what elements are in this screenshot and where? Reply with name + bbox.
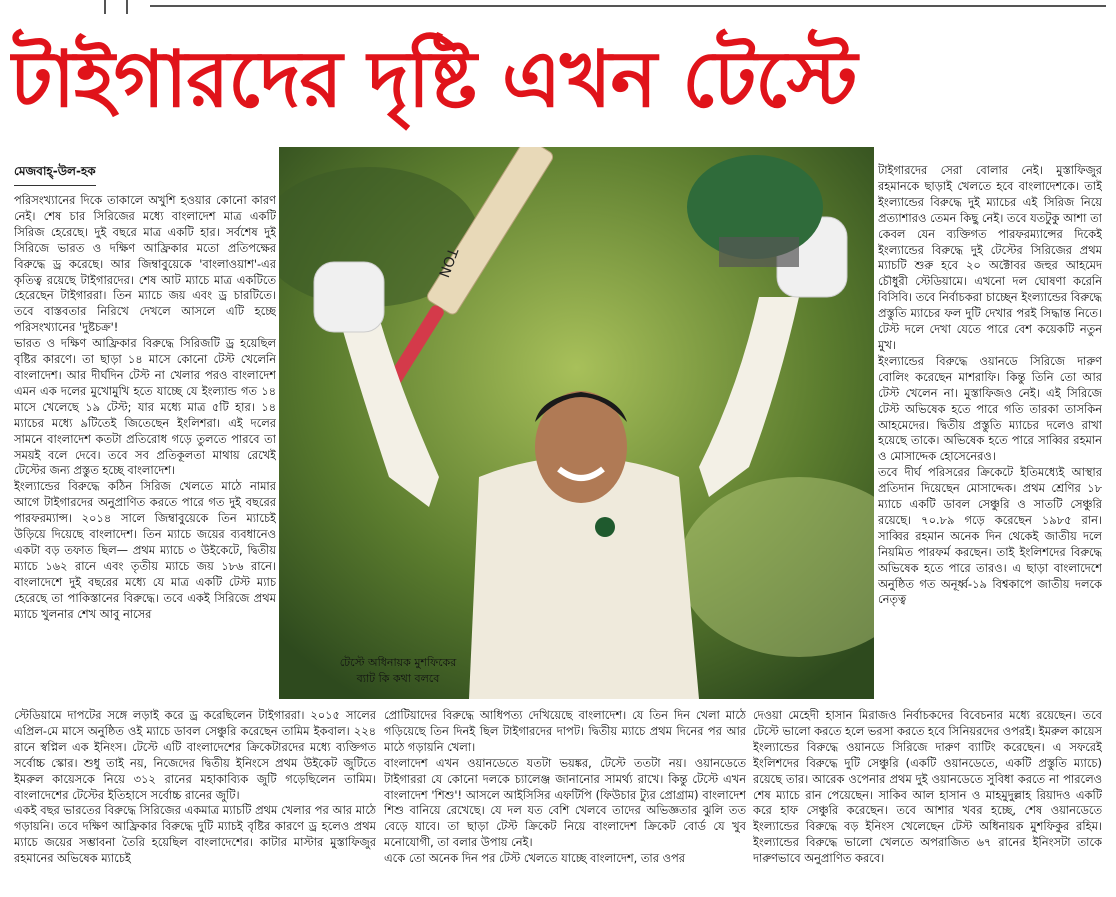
column-bottom-right [753,708,1102,894]
top-border-rule [150,5,1106,7]
paragraph: দেওয়া মেহেদী হাসান মিরাজও নির্বাচকদের বিবেচনার মধ্যে রয়েছেন। তবে টেস্টে ভালো করতে হলে ভরসা করতে হবে সিনিয়রদের ওপরই। ইমরুল কায়েস ইংল্যান্ডের বিরুদ্ধে ওয়ানডে সিরিজে দারুণ ব্যাটিং করেছেন। এ সফরেই ইংলিশদের বিরুদ্ধে দুটি সেঞ্চুরি (একটি ওয়ানডেতে, একটি প্রস্তুতি ম্যাচে) রয়েছে তার। আরেক ওপেনার প্রথম দুই ওয়ানডেতে সুবিধা করতে না পারলেও শেষ ম্যাচে রান পেয়েছেন। সাকিব আল হাসান ও মাহমুদুল্লাহ রিয়াদও একটি করে হাফ সেঞ্চুরি করেছেন। তবে আশার খবর হচ্ছে, শেষ ওয়ানডেতে ইংল্যান্ডের বিরুদ্ধে বড় ইনিংস খেলেছেন টেস্ট অধিনায়ক মুশফিকুর রহিম। ইংল্যান্ডের বিরুদ্ধে ভালো খেলতে অপরাজিত ৬৭ রানের ইনিংসটা তাকে দারুণভাবে অনুপ্রাণিত করবে। [753,708,1102,866]
paragraph: ইংল্যান্ডের বিরুদ্ধে কঠিন সিরিজ খেলতে মাঠে নামার আগে টাইগারদের অনুপ্রাণিত করতে পারে গত দুই বছরের পারফরম্যান্স। ২০১৪ সালে জিম্বাবুয়েকে তিন ম্যাচেই উড়িয়ে দিয়েছে বাংলাদেশ। তিন ম্যাচে জয়ের ব্যবধানেও একটা বড় তফাত ছিল— প্রথম ম্যাচে ৩ উইকেটে, দ্বিতীয় ম্যাচে ১৬২ রানে এবং তৃতীয় ম্যাচে জয় ১৮৬ রানে। বাংলাদেশে দুই বছরের মধ্যে যে মাত্র একটি টেস্ট ম্যাচ হেরেছে তা পাকিস্তানের বিরুদ্ধে। তবে একই সিরিজে প্রথম ম্যাচে খুলনার শেখ আবু নাসের [14,479,276,621]
svg-text:TON: TON [434,245,461,280]
paragraph: ইংল্যান্ডের বিরুদ্ধে ওয়ানডে সিরিজে দারুণ বোলিং করেছেন মাশরাফি। কিন্তু তিনি তো আর টেস্ট খেলেন না। মুস্তাফিজও নেই। এই সিরিজে টেস্ট অভিষেক হতে পারে গতি তারকা তাসকিন আহমেদের। দ্বিতীয় প্রস্তুতি ম্যাচের দলেও রাখা হয়েছে তাকে। অভিষেক হতে পারে সাব্বির রহমান ও মোসাদ্দেক হোসেনেরও। [878,353,1102,464]
paragraph: বাংলাদেশ এখন ওয়ানডেতে যতটা ভয়ঙ্কর, টেস্টে ততটা নয়। ওয়ানডেতে টাইগাররা যে কোনো দলকে চ্যালেঞ্জ জানানোর সামর্থ্য রাখে। কিন্তু টেস্টে এখন বাংলাদেশ 'শিশু'! আসলে আইসিসির এফটিপি (ফিউচার ট্যুর প্রোগ্রাম) বাংলাদেশ শিশু বানিয়ে রেখেছে। যে দল যত বেশি খেলবে তাদের অভিজ্ঞতার ঝুলি তত বেড়ে যাবে। তা ছাড়া টেস্ট ক্রিকেট নিয়ে বাংলাদেশ ক্রিকেট বোর্ড যে খুব মনোযোগী, তা বলার উপায় নেই। [384,755,746,850]
top-border-ornament [104,0,128,14]
byline: মেজবাহ্-উল-হক [14,163,96,186]
top-border [0,0,1116,16]
column-bottom-left [14,708,376,894]
column-right [878,163,1102,707]
paragraph: ভারত ও দক্ষিণ আফ্রিকার বিরুদ্ধে সিরিজটি ড্র হয়েছিল বৃষ্টির কারণে। তা ছাড়া ১৪ মাসে কোনো টেস্ট খেলেনি বাংলাদেশ। আর দীর্ঘদিন টেস্ট না খেলার পরও বাংলাদেশ এমন এক দলের মুখোমুখি হতে যাচ্ছে যে ইংল্যান্ড গত ১৪ মাসে খেলেছে ১৯ টেস্ট; যার মধ্যে মাত্র ৫টি হার। ১৪ ম্যাচের মধ্যে ৯টিতেই জিতেছেন ইংলিশরা। এই দলের সামনে বাংলাদেশ কতটা প্রতিরোধ গড়ে তুলতে পারবে তা সময়ই বলে দেবে। তবে সব প্রতিকূলতা মাথায় রেখেই টেস্টের জন্য প্রস্তুত হচ্ছে বাংলাদেশ। [14,336,276,478]
paragraph: একে তো অনেক দিন পর টেস্ট খেলতে যাচ্ছে বাংলাদেশ, তার ওপর [384,851,685,866]
paragraph: পরিসংখ্যানের দিকে তাকালে অখুশি হওয়ার কোনো কারণ নেই। শেষ চার সিরিজের মধ্যে বাংলাদেশ মাত্র একটি সিরিজ হেরেছে। দুই বছরে মাত্র একটি হার। সর্বশেষ দুই সিরিজে ভারত ও দক্ষিণ আফ্রিকার মতো প্রতিপক্ষের বিরুদ্ধে ড্র করেছে। আর জিম্বাবুয়েকে 'বাংলাওয়াশ'-এর কৃতিত্ব রয়েছে টাইগারদের। শেষ আট ম্যাচে মাত্র একটিতে হেরেছেন টাইগাররা। তিন ম্যাচে জয় এবং ড্র চারটিতে। তবে বাস্তবতার নিরিখে দেখলে আসলে এটি হচ্ছে পরিসংখ্যানের 'দুষ্টচক্র'! [14,193,276,335]
paragraph: একই বছর ভারতের বিরুদ্ধে সিরিজের একমাত্র ম্যাচটি প্রথম খেলার পর আর মাঠে গড়ায়নি। তবে দক্ষিণ আফ্রিকার বিরুদ্ধে দুটি ম্যাচই বৃষ্টির কারণে ড্র হলেও প্রথম ম্যাচে জয়ের সম্ভাবনা তৈরি হয়েছিল বাংলাদেশের। কাটার মাস্টার মুস্তাফিজুর রহমানের অভিষেক ম্যাচেই [14,803,376,866]
caption-line-2: ব্যাট কি কথা বলবে [356,672,440,685]
headline: টাইগারদের দৃষ্টি এখন টেস্টে [10,35,857,125]
paragraph: তবে দীর্ঘ পরিসরের ক্রিকেটে ইতিমধ্যেই আস্থার প্রতিদান দিয়েছেন মোসাদ্দেক। প্রথম শ্রেণির ১৮ ম্যাচে একটি ডাবল সেঞ্চুরি ও সাতটি সেঞ্চুরি রয়েছে। ৭০.৮৯ গড়ে করেছেন ১৯৮৫ রান। সাব্বির রহমান অনেক দিন থেকেই জাতীয় দলে নিয়মিত পারফর্ম করছেন। তাই ইংলিশদের বিরুদ্ধে অভিষেক হতে পারে তারও। এ ছাড়া বাংলাদেশে অনুষ্ঠিত গত অনূর্ধ্ব-১৯ বিশ্বকাপে জাতীয় দলকে নেতৃত্ব [878,465,1102,607]
photo-mushfiqur [279,147,874,699]
photo-caption [303,655,493,687]
player-illustration [279,147,874,699]
column-bottom-middle [384,708,746,894]
paragraph: প্রোটিয়াদের বিরুদ্ধে আধিপত্য দেখিয়েছে বাংলাদেশ। যে তিন দিন খেলা মাঠে গড়িয়েছে তিন দিনই ছিল টাইগারদের দাপট। দ্বিতীয় ম্যাচে প্রথম দিনের পর আর মাঠে গড়ায়নি খেলা। [384,708,746,754]
paragraph: স্টেডিয়ামে দাপটের সঙ্গে লড়াই করে ড্র করেছিলেন টাইগাররা। ২০১৫ সালের এপ্রিল-মে মাসে অনুষ্ঠিত ওই ম্যাচে ডাবল সেঞ্চুরি করেছেন তামিম ইকবাল। ২২৪ রানে স্বপ্নিল এক ইনিংস। টেস্টে এটি বাংলাদেশের ক্রিকেটারদের মধ্যে ব্যক্তিগত সর্বোচ্চ স্কোর। শুধু তাই নয়, নিজেদের দ্বিতীয় ইনিংসে প্রথম উইকেট জুটিতে ইমরুল কায়েসকে নিয়ে ৩১২ রানের মহাকাব্যিক জুটি গড়েছিলেন তামিম। বাংলাদেশের টেস্টের ইতিহাসে সর্বোচ্চ রানের জুটি। [14,708,376,802]
column-left [14,193,276,705]
caption-line-1: টেস্টে অধিনায়ক মুশফিকের [339,656,457,669]
paragraph: টাইগারদের সেরা বোলার নেই। মুস্তাফিজুর রহমানকে ছাড়াই খেলতে হবে বাংলাদেশকে। তাই ইংল্যান্ডের বিরুদ্ধে দুই ম্যাচের এই সিরিজ নিয়ে প্রত্যাশারও তেমন কিছু নেই। তবে যতটুকু আশা তা কেবল যেন ব্যক্তিগত পারফরম্যান্সের দিকেই ইংল্যান্ডের বিরুদ্ধে দুই টেস্টের সিরিজের প্রথম ম্যাচটি শুরু হবে ২০ অক্টোবর জহুর আহমেদ চৌধুরী স্টেডিয়ামে। এখনো দল ঘোষণা করেনি বিসিবি। তবে নির্বাচকরা চাচ্ছেন ইংল্যান্ডের বিরুদ্ধে প্রস্তুতি ম্যাচের ফল দুটি দেখার পরই সিদ্ধান্ত নিতে। টেস্ট দলে দেখা যেতে পারে বেশ কয়েকটি নতুন মুখ। [878,163,1102,352]
